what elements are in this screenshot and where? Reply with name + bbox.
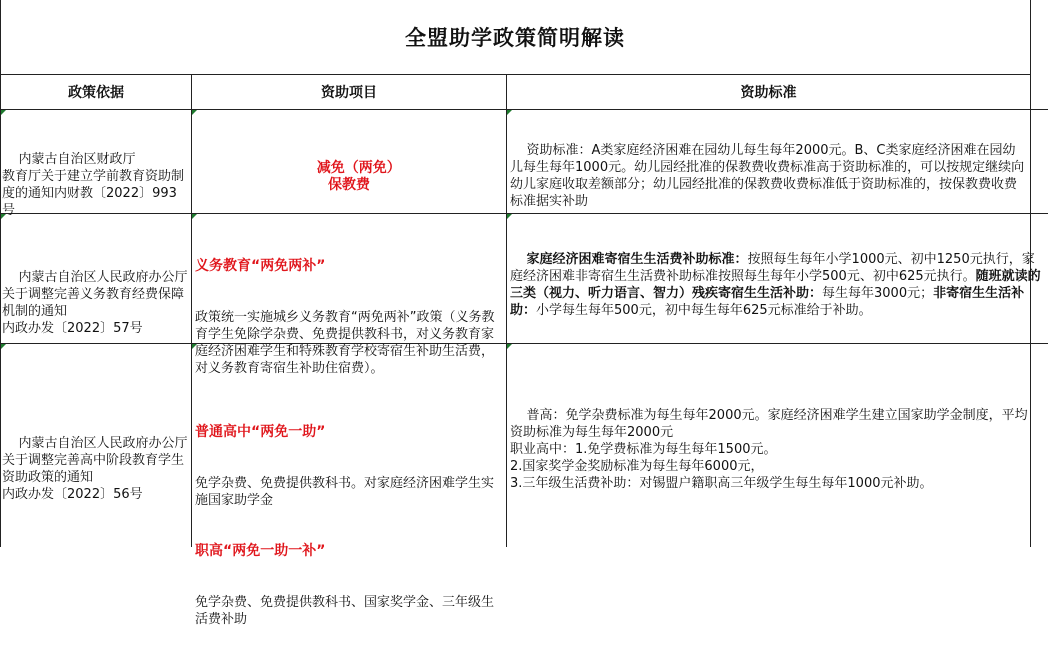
row2-standard-bold-1: 家庭经济困难寄宿生生活费补助标准： [526, 252, 748, 267]
header-project[interactable]: 资助项目 [321, 85, 377, 101]
cell-marker-icon [192, 214, 197, 219]
cell-marker-icon [1, 110, 6, 115]
row2-standard-cell[interactable] [510, 234, 1042, 336]
row3-project-title-2: 职高“两免一助一补” [195, 543, 326, 559]
grid-line-col2 [506, 75, 507, 547]
row1-standard-cell[interactable] [510, 125, 1028, 227]
row2-standard-text-1: 按照每生每年小学1000元、初中1250元执行，家庭经济困难非寄宿生生活费补助标准按照每生每年小学500元、初中625元执行。 [510, 252, 1035, 284]
row2-basis-text: 内蒙古自治区人民政府办公厅关于调整完善义务教育经费保障机制的通知 内政办发〔2022〕57号 [2, 270, 188, 336]
row1-basis-text: 内蒙古自治区财政厅 教育厅关于建立学前教育资助制度的通知内财教〔2022〕993号 [2, 152, 185, 218]
grid-line-header-bottom [0, 109, 1048, 110]
cell-marker-icon [507, 344, 512, 349]
row3-basis-cell[interactable] [2, 418, 188, 520]
row3-project-cell[interactable] [195, 390, 503, 662]
row1-standard-text: 资助标准：A类家庭经济困难在园幼儿每生每年2000元。B、C类家庭经济困难在园幼儿每生每年1000元。幼儿园经批准的保教费收费标准高于资助标准的，可以按规定继续向幼儿家庭收取差额部分；幼儿园经批准的保教费收费标准低于资助标准的，按保教费收费标准据实补助 [510, 143, 1025, 209]
row1-project-cell[interactable] [192, 143, 506, 211]
row2-standard-bold-3: 非寄宿生生活补助： [510, 286, 1025, 318]
row1-project-title: 减免（两免） 保教费 [316, 160, 401, 193]
row3-standard-text: 普高：免学杂费标准为每生每年2000元。家庭经济困难学生建立国家助学金制度，平均资助标准为每生每年2000元 职业高中：1.免学费标准为每生每年1500元。 2.国家奖学金奖励标准为每生每年6000元， 3.三年级生活费补助：对锡盟户籍职高三年级学生每生每年1000元补助。 [510, 408, 1028, 491]
row2-standard-bold-2: 随班就读的三类（视力、听力语言、智力）残疾寄宿生生活补助： [510, 269, 1041, 301]
row3-project-body-1: 免学杂费、免费提供教科书。对家庭经济困难学生实施国家助学金 [195, 476, 495, 508]
row2-project-title: 义务教育“两免两补” [195, 258, 326, 274]
cell-marker-icon [192, 110, 197, 115]
row2-standard-text-2: 每生每年3000元； [822, 286, 934, 301]
header-basis[interactable]: 政策依据 [68, 85, 124, 101]
row2-basis-cell[interactable] [2, 252, 188, 354]
cell-marker-icon [507, 110, 512, 115]
row3-basis-text: 内蒙古自治区人民政府办公厅关于调整完善高中阶段教育学生资助政策的通知 内政办发〔2022〕56号 [2, 436, 188, 502]
row3-standard-cell[interactable] [510, 390, 1028, 509]
row2-project-body: 政策统一实施城乡义务教育“两免两补”政策（义务教育学生免除学杂费、免费提供教科书，对义务教育家庭经济困难学生和特殊教育学校寄宿生补助生活费，对义务教育寄宿生补助住宿费）。 [195, 310, 495, 376]
row1-basis-cell[interactable] [2, 134, 188, 236]
row2-standard-text-3: 小学每生每年500元，初中每生每年625元标准给于补助。 [536, 303, 872, 318]
title-row [0, 0, 1030, 74]
row3-project-title-1: 普通高中“两免一助” [195, 424, 326, 440]
page-title: 全盟助学政策简明解读 [405, 25, 625, 50]
header-standard[interactable]: 资助标准 [740, 85, 797, 101]
row2-project-cell[interactable] [195, 224, 501, 411]
row3-project-body-2: 免学杂费、免费提供教科书、国家奖学金、三年级生活费补助 [195, 595, 495, 627]
